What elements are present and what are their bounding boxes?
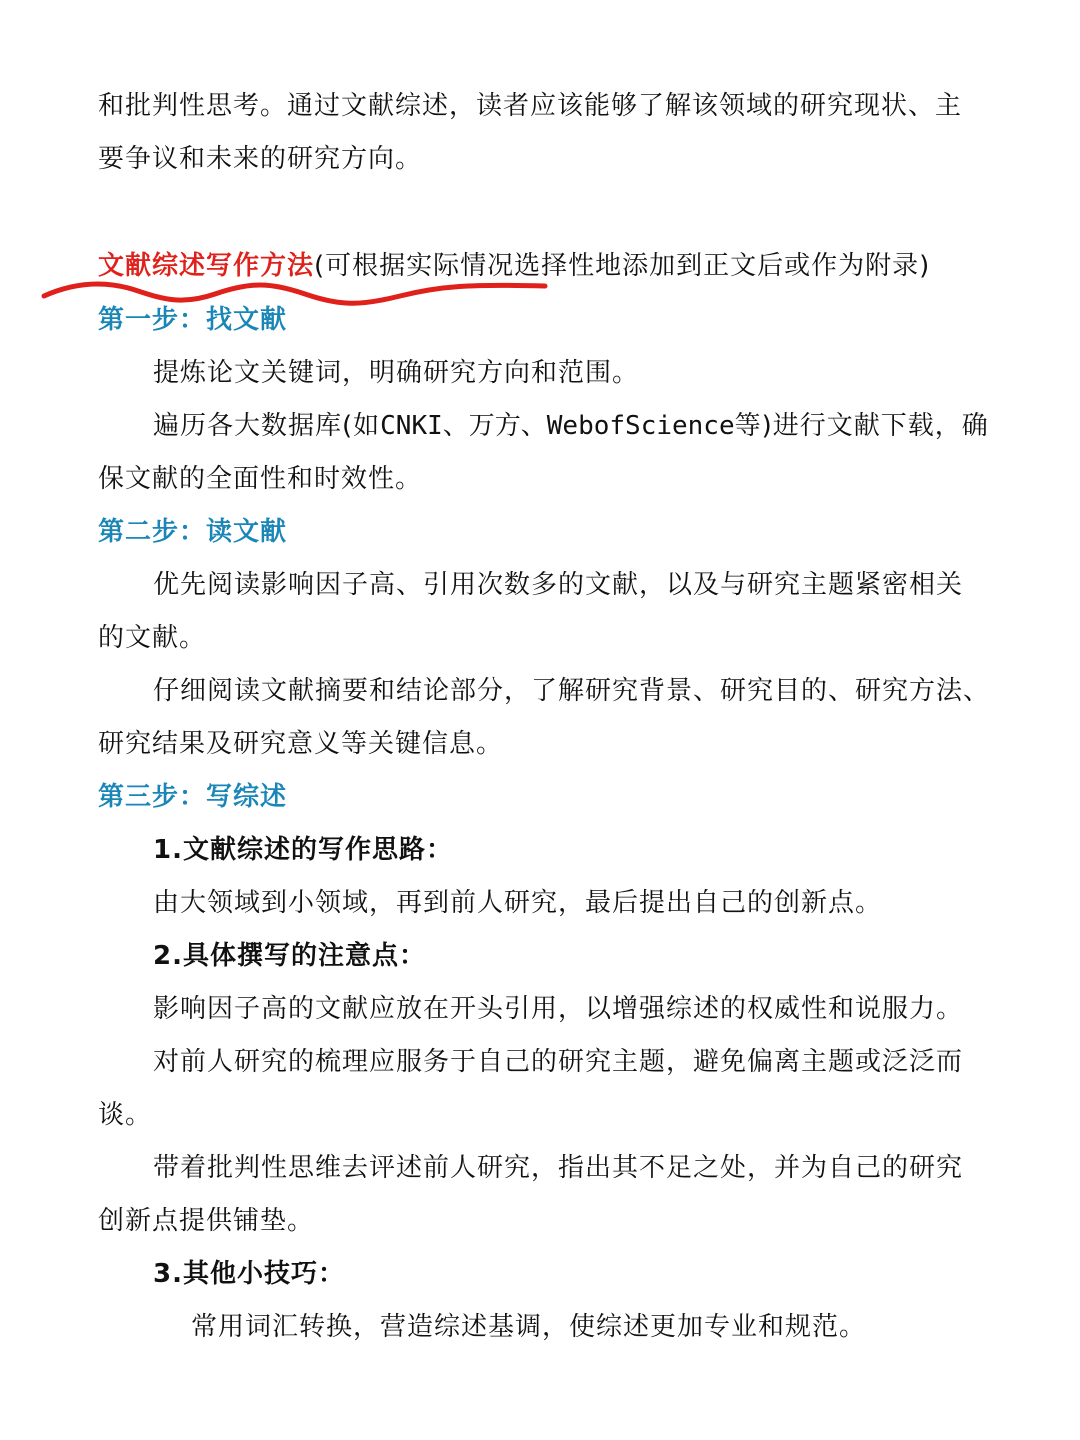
step1-paragraph-2-line-2: 保文献的全面性和时效性。 bbox=[98, 464, 423, 494]
step1-paragraph-1: 提炼论文关键词，明确研究方向和范围。 bbox=[153, 358, 640, 388]
intro-line-1: 和批判性思考。通过文献综述，读者应该能够了解该领域的研究现状、主 bbox=[98, 91, 963, 121]
step3-item1-text: 由大领域到小领域，再到前人研究，最后提出自己的创新点。 bbox=[153, 888, 883, 918]
step3-item2-paragraph-1: 影响因子高的文献应放在开头引用，以增强综述的权威性和说服力。 bbox=[153, 994, 964, 1024]
step2-paragraph-2: 仔细阅读文献摘要和结论部分，了解研究背景、研究目的、研究方法、 bbox=[153, 676, 991, 706]
step3-item3-title: 3.其他小技巧： bbox=[153, 1259, 345, 1289]
step1-title: 第一步：找文献 bbox=[98, 305, 288, 335]
step3-item2-title: 2.具体撰写的注意点： bbox=[153, 941, 426, 971]
step1-p2-part-c: 等)进行文献下载，确 bbox=[734, 411, 989, 441]
step2-paragraph-1-line-2: 的文献。 bbox=[98, 623, 207, 653]
step1-p2-databases: CNKI、万方、WebofScience bbox=[380, 411, 735, 441]
step1-paragraph-2 bbox=[153, 408, 989, 444]
intro-line-2: 要争议和未来的研究方向。 bbox=[98, 144, 423, 174]
step2-paragraph-2-line-2: 研究结果及研究意义等关键信息。 bbox=[98, 729, 504, 759]
step3-item2-paragraph-3: 带着批判性思维去评述前人研究，指出其不足之处，并为自己的研究 bbox=[153, 1153, 964, 1183]
step3-item2-paragraph-2: 对前人研究的梳理应服务于自己的研究主题，避免偏离主题或泛泛而 bbox=[153, 1047, 964, 1077]
step2-paragraph-1: 优先阅读影响因子高、引用次数多的文献，以及与研究主题紧密相关 bbox=[153, 570, 964, 600]
step3-item3-text: 常用词汇转换，营造综述基调，使综述更加专业和规范。 bbox=[191, 1312, 867, 1342]
step3-item1-title: 1.文献综述的写作思路： bbox=[153, 835, 453, 865]
step3-item2-paragraph-2-line-2: 谈。 bbox=[98, 1100, 153, 1130]
step1-p2-part-a: 遍历各大数据库(如 bbox=[153, 411, 381, 441]
section-title: 文献综述写作方法 bbox=[98, 251, 315, 281]
section-note: (可根据实际情况选择性地添加到正文后或作为附录) bbox=[314, 251, 931, 281]
step3-title: 第三步：写综述 bbox=[98, 782, 288, 812]
step2-title: 第二步：读文献 bbox=[98, 517, 288, 547]
step3-item2-paragraph-3-line-2: 创新点提供铺垫。 bbox=[98, 1206, 315, 1236]
